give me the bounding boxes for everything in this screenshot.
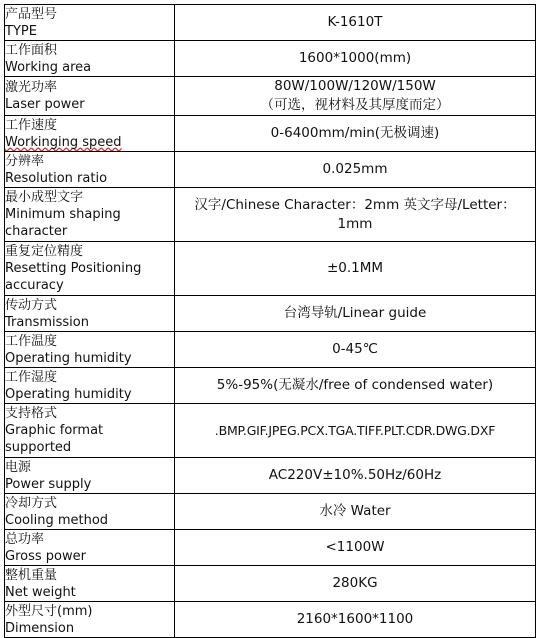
spec-row-resolution bbox=[5, 152, 536, 188]
label-cn: 工作湿度 bbox=[5, 369, 58, 385]
spec-value bbox=[175, 242, 536, 296]
spec-label bbox=[5, 41, 175, 77]
label-en: Operating humidity bbox=[5, 386, 132, 402]
spec-value bbox=[175, 530, 536, 566]
spec-row-operating-humidity bbox=[5, 368, 536, 404]
spec-row-min-character bbox=[5, 188, 536, 242]
spec-value bbox=[175, 5, 536, 41]
value-text: 0-6400mm/min(无极调速) bbox=[270, 125, 440, 141]
label-cn: 重复定位精度 bbox=[5, 244, 84, 259]
spec-label bbox=[5, 458, 175, 494]
spec-label bbox=[5, 77, 175, 116]
spec-row-net-weight bbox=[5, 566, 536, 602]
spec-value bbox=[175, 296, 536, 332]
label-cn: 整机重量 bbox=[5, 567, 58, 583]
value-text: 0.025mm bbox=[322, 161, 388, 177]
spec-table bbox=[4, 4, 536, 638]
label-en-line2: accuracy bbox=[5, 278, 64, 293]
value-text: .BMP.GIF.JPEG.PCX.TGA.TIFF.PLT.CDR.DWG.DXF bbox=[214, 423, 496, 438]
value-text: K-1610T bbox=[327, 14, 383, 30]
value-text: 水冷 Water bbox=[319, 503, 391, 519]
spec-label bbox=[5, 152, 175, 188]
spec-label bbox=[5, 296, 175, 332]
label-cn: 传动方式 bbox=[5, 297, 58, 313]
spec-label bbox=[5, 566, 175, 602]
value-text: 0-45℃ bbox=[332, 341, 378, 357]
label-cn: 激光功率 bbox=[5, 80, 58, 95]
label-en: Cooling method bbox=[5, 512, 109, 528]
label-en-line2: character bbox=[5, 224, 68, 239]
spec-label bbox=[5, 332, 175, 368]
label-en: Laser power bbox=[5, 97, 85, 112]
spec-row-working-area bbox=[5, 41, 536, 77]
label-en: Net weight bbox=[5, 584, 76, 600]
spec-label bbox=[5, 116, 175, 152]
label-en: Working area bbox=[5, 59, 92, 75]
spec-value bbox=[175, 41, 536, 77]
spec-value bbox=[175, 368, 536, 404]
spec-row-type bbox=[5, 5, 536, 41]
spec-value bbox=[175, 152, 536, 188]
spec-label bbox=[5, 602, 175, 638]
label-cn: 工作温度 bbox=[5, 333, 58, 349]
label-cn: 支持格式 bbox=[5, 406, 58, 421]
label-en: Operating humidity bbox=[5, 350, 132, 366]
value-text: ±0.1MM bbox=[326, 260, 384, 276]
spec-label bbox=[5, 494, 175, 530]
spec-row-dimension bbox=[5, 602, 536, 638]
label-en-line2: supported bbox=[5, 440, 72, 455]
label-cn: 工作速度 bbox=[5, 117, 58, 133]
value-text: 台湾导轨/Linear guide bbox=[283, 305, 427, 321]
label-en: Resetting Positioning bbox=[5, 261, 142, 276]
spec-value bbox=[175, 188, 536, 242]
label-en: TYPE bbox=[5, 23, 37, 39]
spec-label bbox=[5, 404, 175, 458]
spec-row-power-supply bbox=[5, 458, 536, 494]
label-en: Resolution ratio bbox=[5, 170, 108, 186]
spec-value bbox=[175, 494, 536, 530]
value-text: 5%-95%(无凝水/free of condensed water) bbox=[216, 377, 494, 393]
spec-row-gross-power bbox=[5, 530, 536, 566]
label-en: Gross power bbox=[5, 548, 86, 564]
value-text: 280KG bbox=[332, 575, 378, 591]
spec-label bbox=[5, 5, 175, 41]
spec-value bbox=[175, 602, 536, 638]
label-cn: 工作面积 bbox=[5, 42, 58, 58]
spec-row-cooling-method bbox=[5, 494, 536, 530]
spec-label bbox=[5, 530, 175, 566]
spec-row-operating-temperature bbox=[5, 332, 536, 368]
value-text: 汉字/Chinese Character：2mm 英文字母/Letter： bbox=[194, 196, 516, 213]
spec-label bbox=[5, 242, 175, 296]
label-cn: 分辨率 bbox=[5, 153, 45, 169]
spec-row-positioning-accuracy bbox=[5, 242, 536, 296]
value-text: AC220V±10%.50Hz/60Hz bbox=[268, 467, 442, 483]
label-en: Minimum shaping bbox=[5, 207, 121, 222]
label-cn: 总功率 bbox=[5, 531, 45, 547]
spec-value bbox=[175, 116, 536, 152]
label-cn: 产品型号 bbox=[5, 6, 58, 22]
spec-value bbox=[175, 77, 536, 116]
spec-row-graphic-format bbox=[5, 404, 536, 458]
label-cn: 外型尺寸(mm) bbox=[5, 603, 93, 619]
spec-value bbox=[175, 332, 536, 368]
spec-row-laser-power bbox=[5, 77, 536, 116]
value-text: 1600*1000(mm) bbox=[298, 50, 412, 66]
spec-label bbox=[5, 368, 175, 404]
spec-label bbox=[5, 188, 175, 242]
value-text: 80W/100W/120W/150W bbox=[274, 78, 436, 94]
label-en: Transmission bbox=[5, 314, 89, 330]
spec-value bbox=[175, 404, 536, 458]
value-text: 2160*1600*1100 bbox=[296, 611, 414, 627]
label-en: Workinging speed bbox=[5, 134, 122, 150]
label-en: Graphic format bbox=[5, 423, 104, 438]
label-cn: 最小成型文字 bbox=[5, 190, 84, 205]
value-text-line2: （可选，视材料及其厚度而定） bbox=[260, 97, 450, 113]
label-en: Dimension bbox=[5, 620, 75, 636]
spec-row-working-speed bbox=[5, 116, 536, 152]
label-cn: 电源 bbox=[5, 459, 32, 475]
label-en: Power supply bbox=[5, 476, 92, 492]
label-cn: 冷却方式 bbox=[5, 495, 58, 511]
spec-row-transmission bbox=[5, 296, 536, 332]
spec-value bbox=[175, 458, 536, 494]
value-text-line2: 1mm bbox=[337, 215, 373, 232]
value-text: <1100W bbox=[325, 539, 385, 555]
spec-value bbox=[175, 566, 536, 602]
